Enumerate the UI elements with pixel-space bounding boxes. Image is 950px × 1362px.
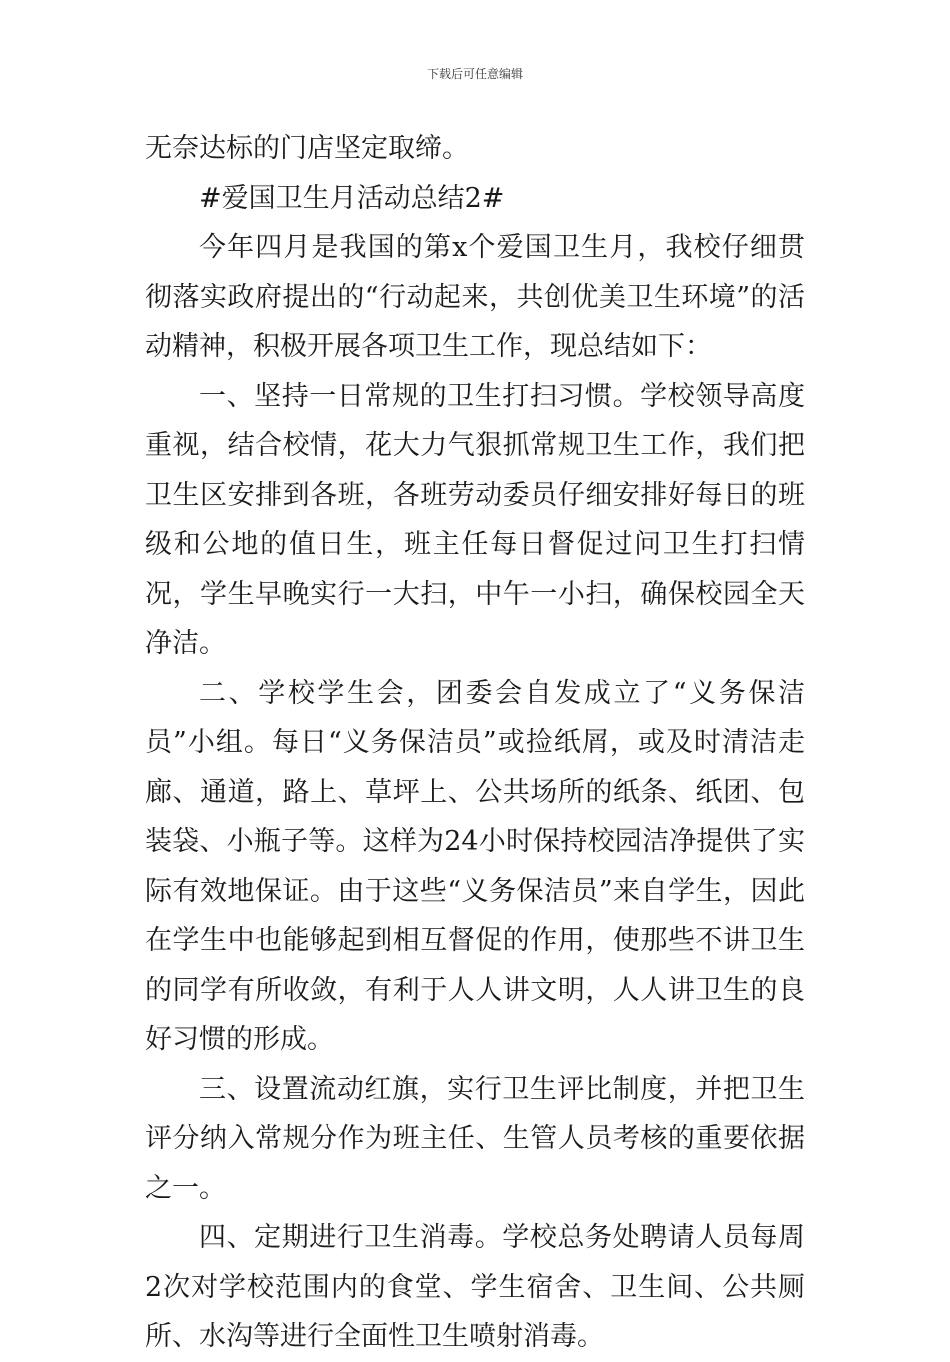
paragraph-intro: 今年四月是我国的第x个爱国卫生月，我校仔细贯彻落实政府提出的“行动起来，共创优美卫生环境”的活动精神，积极开展各项卫生工作，现总结如下： [145, 232, 805, 362]
paragraph-continuation: 无奈达标的门店坚定取缔。 [145, 133, 469, 164]
paragraph-item-3: 三、设置流动红旗，实行卫生评比制度，并把卫生评分纳入常规分作为班主任、生管人员考核的重要依据之一。 [145, 1073, 805, 1204]
paragraph-item-4: 四、定期进行卫生消毒。学校总务处聘请人员每周2次对学校范围内的食堂、学生宿舍、卫生间、公共厕所、水沟等进行全面性卫生喷射消毒。 [145, 1222, 805, 1352]
paragraph-item-1: 一、坚持一日常规的卫生打扫习惯。学校领导高度重视，结合校情，花大力气狠抓常规卫生工作，我们把卫生区安排到各班，各班劳动委员仔细安排好每日的班级和公地的值日生，班主任每日督促过问卫生打扫情况，学生早晚实行一大扫，中午一小扫，确保校园全天净洁。 [145, 380, 805, 659]
document-body [145, 124, 805, 1362]
paragraph-item-2: 二、学校学生会，团委会自发成立了“义务保洁员”小组。每日“义务保洁员”或捡纸屑，或及时清洁走廊、通道，路上、草坪上、公共场所的纸条、纸团、包装袋、小瓶子等。这样为24小时保持校园洁净提供了实际有效地保证。由于这些“义务保洁员”来自学生，因此在学生中也能够起到相互督促的作用，使那些不讲卫生的同学有所收敛，有利于人人讲文明，人人讲卫生的良好习惯的形成。 [145, 677, 805, 1055]
section-heading: #爱国卫生月活动总结2# [199, 182, 505, 214]
header-note: 下载后可任意编辑 [426, 67, 523, 81]
